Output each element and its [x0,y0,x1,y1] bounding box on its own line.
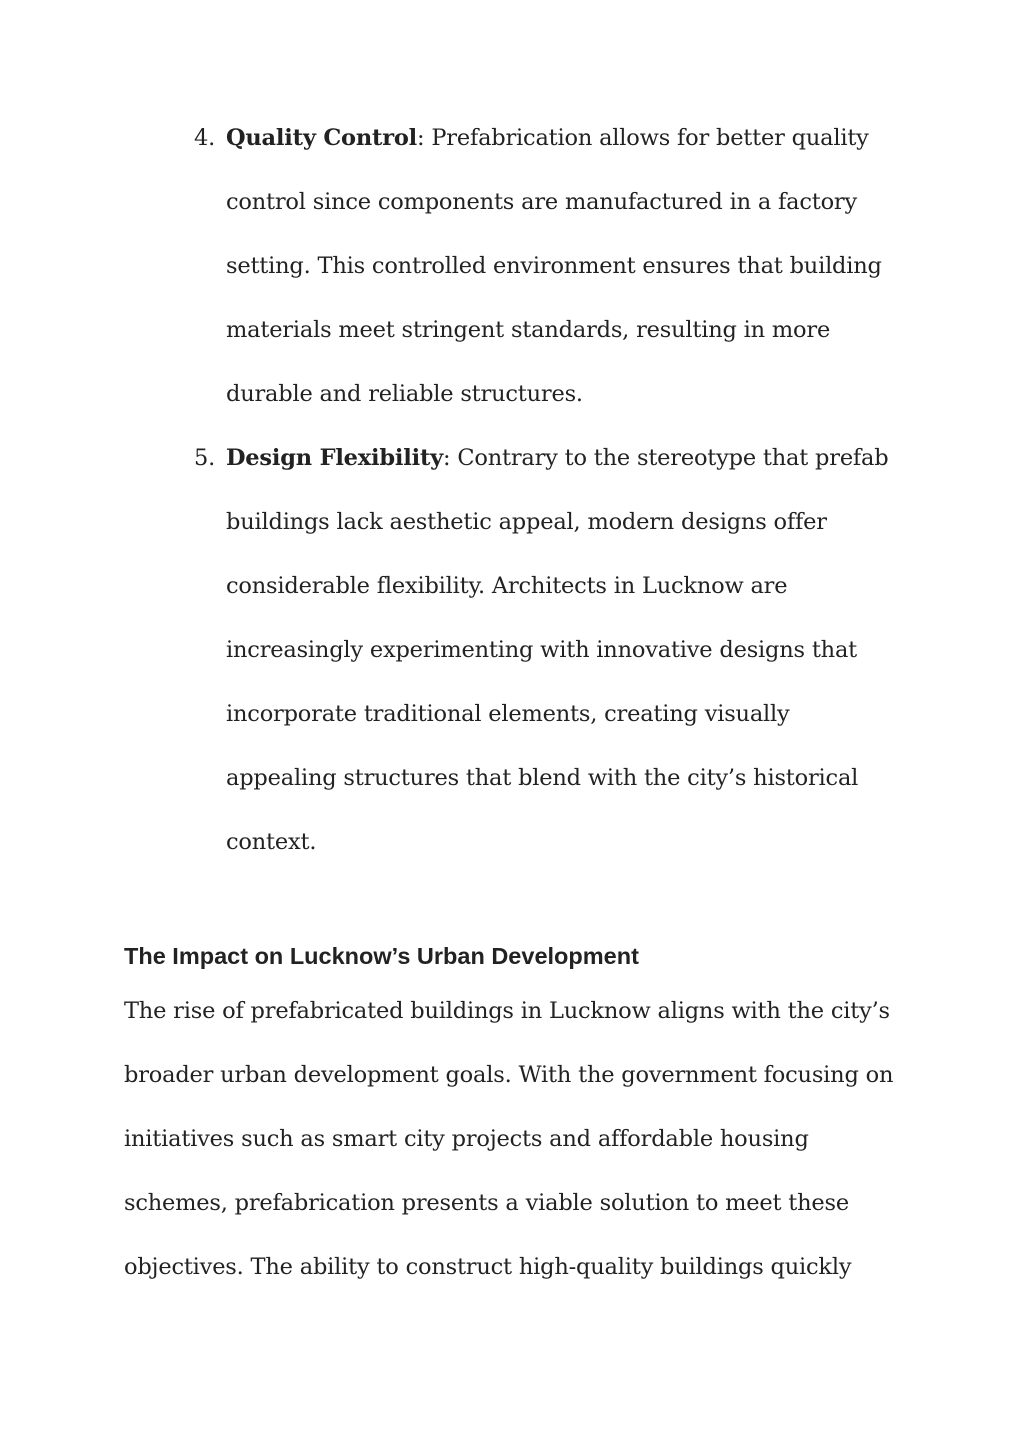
list-item-text: : Contrary to the stereotype that prefab buildings lack aesthetic appeal, modern designs offer considerable flexibility. Architects in Lucknow are increasingly experimenting with innovative designs that incorporate traditional elements, creating visually appealing structures that blend with the city’s historical context. [226,445,889,855]
list-item-term: Design Flexibility [226,445,444,471]
section-heading: The Impact on Lucknow’s Urban Development [124,943,639,969]
numbered-list [124,106,900,874]
list-item-term: Quality Control [226,125,418,151]
list-item-design-flexibility [124,426,900,874]
list-item-number: 5. [194,445,216,471]
list-item-quality-control [124,106,900,426]
list-item-number: 4. [194,125,216,151]
list-item-text: : Prefabrication allows for better quality control since components are manufactured in a factory setting. This controlled environment ensures that building materials meet stringent standards, resulting in more durable and reliable structures. [226,125,882,407]
body-paragraph: The rise of prefabricated buildings in Lucknow aligns with the city’s broader urban development goals. With the government focusing on initiatives such as smart city projects and affordable housing schemes, prefabrication presents a viable solution to meet these objectives. The ability to construct high-quality buildings quickly [124,998,894,1280]
